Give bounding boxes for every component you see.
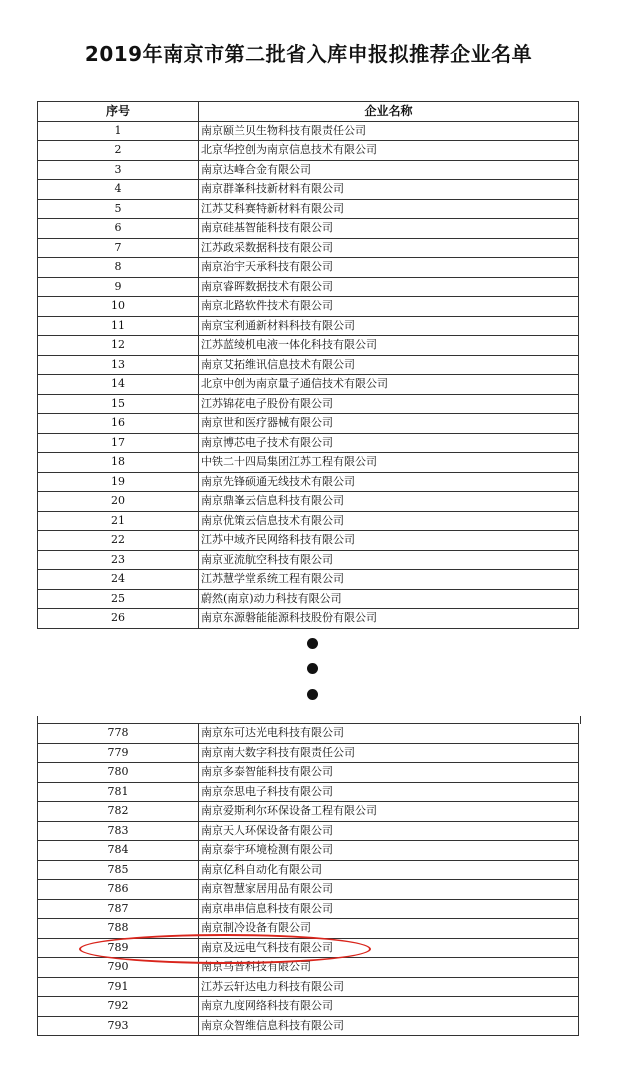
page-title: 2019年南京市第二批省入库申报拟推荐企业名单 — [84, 42, 533, 66]
company-name-cell: 南京鼎峯云信息科技有限公司 — [199, 492, 579, 512]
seq-cell: 791 — [38, 977, 199, 997]
company-name-cell: 北京华控创为南京信息技术有限公司 — [199, 141, 579, 161]
company-name-cell: 南京九度网络科技有限公司 — [199, 997, 579, 1017]
table-row — [38, 1016, 579, 1036]
table-row — [38, 899, 579, 919]
table-row — [38, 180, 579, 200]
company-table-bottom — [37, 723, 579, 1036]
seq-cell: 4 — [38, 180, 199, 200]
table-row — [38, 238, 579, 258]
company-name-cell: 南京多泰智能科技有限公司 — [199, 763, 579, 783]
table-row — [38, 141, 579, 161]
table-row — [38, 977, 579, 997]
company-name-cell: 江苏云轩达电力科技有限公司 — [199, 977, 579, 997]
company-name-cell: 南京优策云信息技术有限公司 — [199, 511, 579, 531]
company-name-cell: 南京东源磐能能源科技股份有限公司 — [199, 609, 579, 629]
ellipsis-dot-icon — [307, 689, 318, 700]
table-row — [38, 860, 579, 880]
seq-cell: 787 — [38, 899, 199, 919]
company-name-cell: 南京先锋硕通无线技术有限公司 — [199, 472, 579, 492]
company-name-cell: 南京天人环保设备有限公司 — [199, 821, 579, 841]
table-row — [38, 297, 579, 317]
seq-cell: 22 — [38, 531, 199, 551]
table-row — [38, 433, 579, 453]
ellipsis-dot-icon — [307, 663, 318, 674]
company-name-cell: 南京马普科技有限公司 — [199, 958, 579, 978]
company-name-cell: 南京奈思电子科技有限公司 — [199, 782, 579, 802]
table-row — [38, 821, 579, 841]
seq-cell: 786 — [38, 880, 199, 900]
table-header-row — [38, 102, 579, 122]
seq-cell: 782 — [38, 802, 199, 822]
seq-cell: 25 — [38, 589, 199, 609]
company-name-cell: 南京颐兰贝生物科技有限责任公司 — [199, 121, 579, 141]
company-name-cell: 南京艾拓维讯信息技术有限公司 — [199, 355, 579, 375]
seq-cell: 19 — [38, 472, 199, 492]
table-row — [38, 919, 579, 939]
table-row — [38, 121, 579, 141]
company-table-top — [37, 101, 579, 629]
seq-cell: 9 — [38, 277, 199, 297]
company-name-cell: 江苏政采数据科技有限公司 — [199, 238, 579, 258]
table-row — [38, 453, 579, 473]
table-row — [38, 997, 579, 1017]
seq-cell: 793 — [38, 1016, 199, 1036]
seq-cell: 779 — [38, 743, 199, 763]
company-name-cell: 南京硅基智能科技有限公司 — [199, 219, 579, 239]
company-name-cell: 南京宝利通新材料科技有限公司 — [199, 316, 579, 336]
company-name-cell: 江苏中域齐民网络科技有限公司 — [199, 531, 579, 551]
table-row — [38, 782, 579, 802]
table-row — [38, 589, 579, 609]
seq-cell: 788 — [38, 919, 199, 939]
seq-cell: 23 — [38, 550, 199, 570]
seq-cell: 7 — [38, 238, 199, 258]
seq-cell: 789 — [38, 938, 199, 958]
seq-cell: 26 — [38, 609, 199, 629]
company-name-cell: 中铁二十四局集团江苏工程有限公司 — [199, 453, 579, 473]
company-name-cell: 江苏慧学堂系统工程有限公司 — [199, 570, 579, 590]
seq-cell: 12 — [38, 336, 199, 356]
company-name-cell: 江苏锦花电子股份有限公司 — [199, 394, 579, 414]
seq-cell: 780 — [38, 763, 199, 783]
seq-cell: 8 — [38, 258, 199, 278]
seq-cell: 783 — [38, 821, 199, 841]
seq-cell: 785 — [38, 860, 199, 880]
company-name-cell: 蔚然(南京)动力科技有限公司 — [199, 589, 579, 609]
table-row — [38, 258, 579, 278]
seq-cell: 790 — [38, 958, 199, 978]
table-row — [38, 511, 579, 531]
header-company-name: 企业名称 — [199, 102, 579, 122]
company-name-cell: 南京众智维信息科技有限公司 — [199, 1016, 579, 1036]
table-row — [38, 531, 579, 551]
table-row — [38, 609, 579, 629]
company-name-cell: 南京群峯科技新材料有限公司 — [199, 180, 579, 200]
table-row — [38, 802, 579, 822]
seq-cell: 20 — [38, 492, 199, 512]
table-row — [38, 472, 579, 492]
table-row — [38, 841, 579, 861]
seq-cell: 21 — [38, 511, 199, 531]
seq-cell: 24 — [38, 570, 199, 590]
company-name-cell: 南京东可达光电科技有限公司 — [199, 724, 579, 744]
highlight-ellipse — [79, 934, 371, 964]
table-row — [38, 219, 579, 239]
table-row — [38, 570, 579, 590]
seq-cell: 6 — [38, 219, 199, 239]
table-row — [38, 355, 579, 375]
table-row — [38, 724, 579, 744]
company-name-cell: 南京制冷设备有限公司 — [199, 919, 579, 939]
company-name-cell: 南京亿科自动化有限公司 — [199, 860, 579, 880]
seq-cell: 778 — [38, 724, 199, 744]
table-row — [38, 414, 579, 434]
seq-cell: 15 — [38, 394, 199, 414]
seq-cell: 792 — [38, 997, 199, 1017]
seq-cell: 5 — [38, 199, 199, 219]
table-row — [38, 277, 579, 297]
company-name-cell: 南京爱斯利尔环保设备工程有限公司 — [199, 802, 579, 822]
table-row — [38, 880, 579, 900]
company-name-cell: 江苏艾科赛特新材料有限公司 — [199, 199, 579, 219]
table-row — [38, 492, 579, 512]
company-name-cell: 南京及远电气科技有限公司 — [199, 938, 579, 958]
ellipsis-dot-icon — [307, 638, 318, 649]
company-name-cell: 南京泰宇环境检测有限公司 — [199, 841, 579, 861]
company-name-cell: 南京智慧家居用品有限公司 — [199, 880, 579, 900]
company-name-cell: 北京中创为南京量子通信技术有限公司 — [199, 375, 579, 395]
seq-cell: 14 — [38, 375, 199, 395]
seq-cell: 10 — [38, 297, 199, 317]
seq-cell: 11 — [38, 316, 199, 336]
table-row — [38, 394, 579, 414]
seq-cell: 13 — [38, 355, 199, 375]
table-row — [38, 160, 579, 180]
header-seq: 序号 — [38, 102, 199, 122]
seq-cell: 1 — [38, 121, 199, 141]
company-name-cell: 南京达峰合金有限公司 — [199, 160, 579, 180]
table-row — [38, 743, 579, 763]
seq-cell: 2 — [38, 141, 199, 161]
company-name-cell: 南京治宇天承科技有限公司 — [199, 258, 579, 278]
seq-cell: 16 — [38, 414, 199, 434]
seq-cell: 18 — [38, 453, 199, 473]
seq-cell: 17 — [38, 433, 199, 453]
table-row — [38, 199, 579, 219]
table-row — [38, 763, 579, 783]
seq-cell: 781 — [38, 782, 199, 802]
company-name-cell: 南京世和医疗器械有限公司 — [199, 414, 579, 434]
table-row — [38, 316, 579, 336]
seq-cell: 3 — [38, 160, 199, 180]
table-row — [38, 550, 579, 570]
company-name-cell: 南京睿晖数据技术有限公司 — [199, 277, 579, 297]
company-name-cell: 南京串串信息科技有限公司 — [199, 899, 579, 919]
table-row — [38, 375, 579, 395]
company-name-cell: 南京亚流航空科技有限公司 — [199, 550, 579, 570]
company-name-cell: 南京南大数字科技有限责任公司 — [199, 743, 579, 763]
company-name-cell: 江苏蓝绫机电液一体化科技有限公司 — [199, 336, 579, 356]
company-name-cell: 南京北路软件技术有限公司 — [199, 297, 579, 317]
table-row — [38, 336, 579, 356]
seq-cell: 784 — [38, 841, 199, 861]
company-name-cell: 南京博芯电子技术有限公司 — [199, 433, 579, 453]
